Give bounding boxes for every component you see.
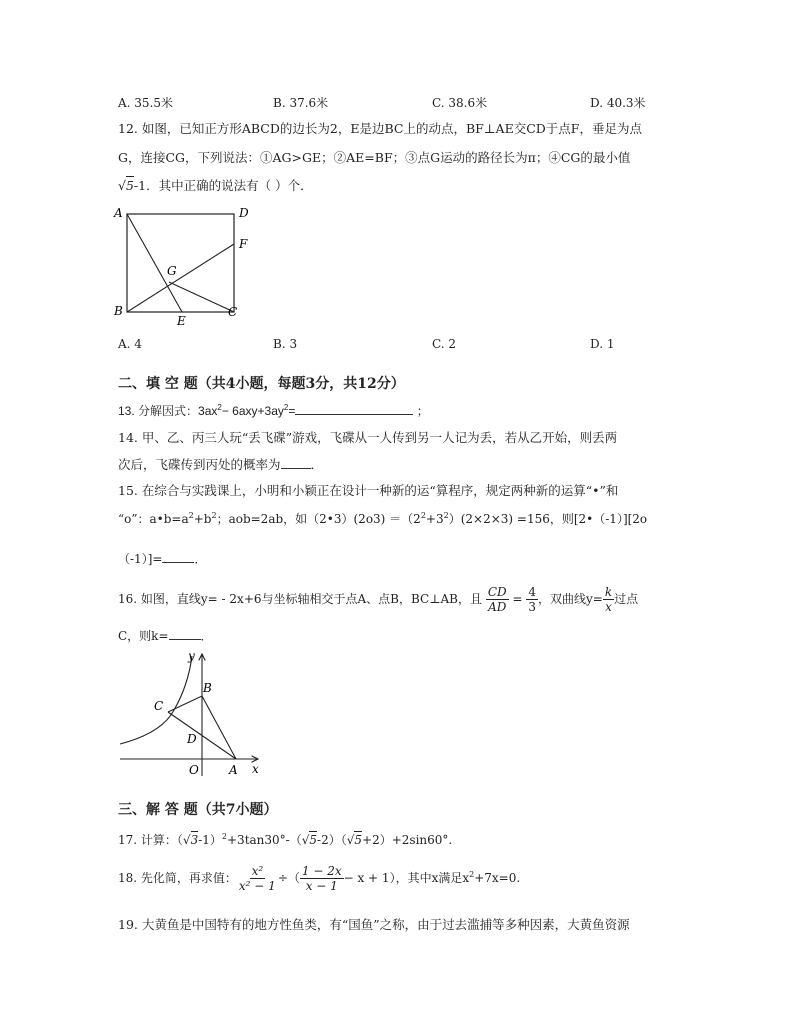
fraction-k-x: $\frac{k}{x}$ xyxy=(604,585,613,614)
answer-blank[interactable] xyxy=(295,402,413,415)
fraction-1-2x-over-x-1: $\frac{1 - 2x}{x - 1}$ xyxy=(301,864,342,893)
sqrt-5: √5 xyxy=(301,833,318,847)
section-3-title: 三、解 答 题（共7小题） xyxy=(118,802,278,818)
answer-blank[interactable] xyxy=(281,456,311,469)
square-figure xyxy=(112,202,252,328)
label-c: C xyxy=(228,305,238,319)
option-d: D. 40.3米 xyxy=(590,96,646,110)
q12-line1: 12. 如图，已知正方形ABCD的边长为2，E是边BC上的动点，BF⊥AE交CD于点F，垂足为点 xyxy=(118,121,642,136)
label-a: A xyxy=(229,763,238,777)
section-2-title: 二、填 空 题（共4小题，每题3分，共12分） xyxy=(118,376,405,392)
q17-line: 17. 计算：$(√3-1)^2+3\tan 30^\circ-(√5-2)(√5+2)+2\sin 60^\circ$. xyxy=(118,832,453,847)
label-a: A xyxy=(114,206,123,220)
fraction-cd-ad: $\frac{CD}{AD}$ xyxy=(487,585,507,614)
segment-gc xyxy=(169,282,234,312)
label-y: y xyxy=(188,649,195,663)
q12-option-a: A. 4 xyxy=(118,337,142,351)
q15-line3: （-1）]= ． xyxy=(118,552,207,566)
segment-ae xyxy=(127,214,182,312)
label-d: D xyxy=(187,732,197,746)
segment-bc xyxy=(168,696,202,712)
q16-line2: C，则k= ． xyxy=(118,629,213,643)
sqrt-expression: √5 xyxy=(118,178,134,193)
q12-line3: √5-1．其中正确的说法有（ ）个． xyxy=(118,178,313,193)
q18-line: 18. 先化简，再求值： $\frac{\text{x²}}{\text{x² − 1}}$ ÷（ $\frac{1 - 2x}{x - 1}$ − x + 1），其中x满足$x^2+7x=0$. xyxy=(118,864,521,893)
q13-line: 13. 分解因式：$3ax^2- 6axy+3ay^2=$ ； xyxy=(118,403,429,418)
q15-line2: “o”：$a•b=a^2+b^2$；aob=2ab，如（2•3）(2o3) $=(2^2+3^2)(2\times 2\times 3) =156$，则[2•（-1）][2o xyxy=(118,511,648,526)
answer-blank[interactable] xyxy=(162,550,194,563)
q16-line1: 16. 如图，直线y= - 2x+6与坐标轴相交于点A、点B，BC⊥AB，且 $\frac{CD}{AD}$ = $\frac{4}{3}$ ，双曲线y= $\frac{k}{x}$ 过点 xyxy=(118,585,639,614)
q14-line1: 14. 甲、乙、丙三人玩“丢飞碟”游戏，飞碟从一人传到另一人记为丢，若从乙开始，则丢两 xyxy=(118,430,618,445)
label-g: G xyxy=(167,264,177,278)
segment-bf xyxy=(127,244,234,312)
q12-option-c: C. 2 xyxy=(432,337,457,351)
label-x: x xyxy=(252,762,259,776)
sqrt-5: √5 xyxy=(346,833,363,847)
option-b: B. 37.6米 xyxy=(273,96,329,110)
q12-option-b: B. 3 xyxy=(273,337,298,351)
coordinate-figure xyxy=(112,648,272,780)
fraction-4-3: $\frac{4}{3}$ xyxy=(528,585,536,614)
label-b: B xyxy=(203,681,212,695)
square-abcd xyxy=(127,214,234,312)
q14-line2: 次后，飞碟传到丙处的概率为 ． xyxy=(118,457,324,472)
label-o: O xyxy=(189,763,199,777)
answer-blank[interactable] xyxy=(169,627,201,640)
option-a: A. 35.5米 xyxy=(118,96,174,110)
q19-line1: 19. 大黄鱼是中国特有的地方性鱼类，有“国鱼”之称，由于过去滥捕等多种因素，大黄鱼资源 xyxy=(118,917,630,932)
sqrt-3: √3 xyxy=(182,833,199,847)
line-ab xyxy=(202,696,236,759)
label-c: C xyxy=(154,699,164,713)
q12-line2: G，连接CG，下列说法：①AG>GE；②AE=BF；③点G运动的路径长为π；④CG的最小值 xyxy=(118,150,631,165)
q15-line1: 15. 在综合与实践课上，小明和小颖正在设计一种新的运“算程序，规定两种新的运算“•”和 xyxy=(118,483,619,498)
option-c: C. 38.6米 xyxy=(432,96,488,110)
label-b: B xyxy=(114,304,123,318)
label-f: F xyxy=(239,237,248,251)
label-e: E xyxy=(177,314,186,328)
label-d: D xyxy=(239,206,249,220)
q12-option-d: D. 1 xyxy=(590,337,615,351)
fraction-x2-over-x2-1: $\frac{\text{x²}}{\text{x² − 1}}$ xyxy=(238,864,276,893)
